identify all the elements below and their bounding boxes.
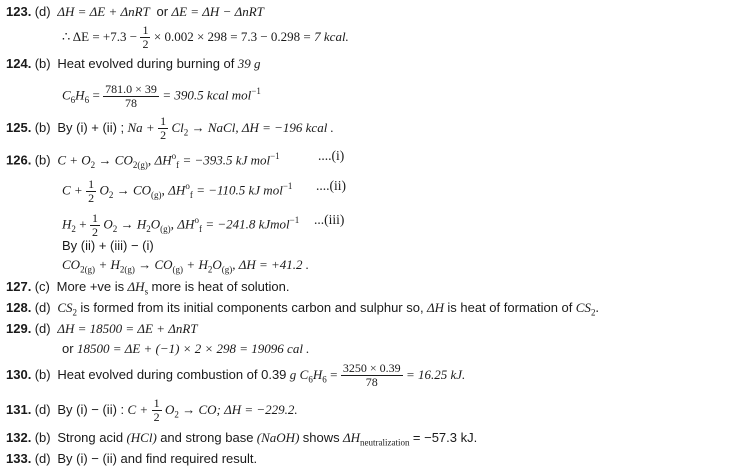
answer-option: (b) [34, 430, 51, 445]
solution-126: 126. (b) $C + O_2 \to CO_{2(g)}$, $\Delta H^o_f = -393.5$ kJ mol$^{-1}$ [6, 151, 280, 171]
answer-option: (c) [34, 279, 50, 294]
solution-129: 129. (d) ΔH = 18500 = ΔE + ΔnRT [6, 321, 198, 336]
solution-130: 130. (b) Heat evolved during combustion of 0.39 g $C_6H_6$ = $\frac{3250 \times 0.39}{78}$ = 16.25 kJ. [6, 361, 466, 390]
question-number: 126. [6, 152, 32, 168]
solution-126-line3: $H_2$ + $\frac{1}{2}$ $O_2 \to H_2O_{(g)}$, $\Delta H^o_f = -241.8$ kJmol$^{-1}$ [62, 210, 300, 239]
answer-option: (d) [34, 4, 51, 19]
question-number: 125. [6, 120, 32, 135]
solution-133: 133. (d) By (i) − (ii) and find required result. [6, 451, 258, 466]
result: 7 kcal. [314, 29, 349, 44]
fraction: $\frac{1}{2}$ [91, 210, 98, 239]
fraction: $\frac{1}{2}$ [142, 23, 149, 52]
marker-i: ....(i) [318, 148, 345, 163]
fraction: $\frac{3250 \times 0.39}{78}$ [342, 361, 401, 390]
solution-126-line5: $CO_{2(g)} + H_{2(g)} \to CO_{(g)} + H_2O_{(g)}$, ΔH = +41.2 . [62, 257, 310, 275]
amount: 39 g [237, 56, 261, 71]
question-number: 130. [6, 367, 32, 382]
fraction: $\frac{1}{2}$ [88, 176, 95, 205]
question-number: 133. [6, 451, 32, 466]
solution-131: 131. (d) By (i) − (ii) : C + $\frac{1}{2}$ $O_2$ → CO; ΔH = −229.2. [6, 396, 298, 425]
answer-option: (b) [34, 56, 51, 71]
question-number: 124. [6, 56, 32, 71]
equation: ΔH = ΔE + ΔnRT [57, 4, 150, 19]
solution-124 [6, 56, 261, 72]
solution-127: 127. (c) More +ve is $\Delta H_s$ more is heat of solution. [6, 279, 290, 297]
statement: By (i) + (ii) ; [57, 120, 125, 135]
question-number: 128. [6, 300, 32, 315]
solution-128: 128. (d) $CS_2$ is formed from its initial components carbon and sulphur so, ΔH is heat of formation of $CS_2$. [6, 300, 599, 318]
answer-option: (b) [34, 120, 51, 135]
fraction: $\frac{1}{2}$ [160, 114, 167, 143]
answer-option: (d) [34, 451, 51, 466]
solution-123-line2 [62, 23, 349, 51]
connector: or [156, 4, 169, 19]
solution-132: 132. (b) Strong acid (HCl) and strong base (NaOH) shows $\Delta H_{neutralization} = -57.3$ kJ. [6, 430, 478, 448]
solution-129-line2: or 18500 = ΔE + (−1) × 2 × 298 = 19096 cal . [62, 341, 310, 356]
question-number: 129. [6, 321, 32, 336]
statement: Heat evolved during burning of [57, 56, 235, 71]
fraction: $\frac{1}{2}$ [153, 396, 160, 425]
question-number: 132. [6, 430, 32, 445]
solution-124-line2: $C_6H_6$ = $\frac{781.0 \times 39}{78}$ = 390.5 kcal mol$^{-1}$ [62, 81, 261, 110]
solution-125: 125. (b) By (i) + (ii) ; Na + $\frac{1}{2}$ $Cl_2$ → NaCl, ΔH = −196 kcal . [6, 114, 334, 143]
solution-123 [6, 4, 264, 20]
question-number: 123. [6, 4, 32, 19]
result: = 390.5 kcal mol [162, 87, 252, 103]
equation: ΔE = ΔH − ΔnRT [171, 4, 264, 19]
equation: × 0.002 × 298 = 7.3 − 0.298 = [153, 29, 311, 44]
combination-note: By (ii) + (iii) − (i) [62, 238, 154, 253]
question-number: 127. [6, 279, 32, 294]
answer-option: (d) [34, 321, 51, 336]
answer-option: (d) [34, 402, 51, 417]
answer-option: (b) [34, 152, 51, 168]
fraction: $\frac{781.0 \times 39}{78}$ [105, 81, 157, 110]
equation: ∴ ΔE = +7.3 − [62, 29, 138, 44]
marker-ii: ....(ii) [316, 178, 346, 193]
solution-126-line2: C + $\frac{1}{2}$ $O_2 \to CO_{(g)}$, $\Delta H^o_f = -110.5$ kJ mol$^{-1}$ [62, 176, 293, 205]
answer-option: (d) [34, 300, 51, 315]
answer-option: (b) [34, 367, 51, 382]
marker-iii: ...(iii) [314, 212, 345, 227]
question-number: 131. [6, 402, 32, 417]
